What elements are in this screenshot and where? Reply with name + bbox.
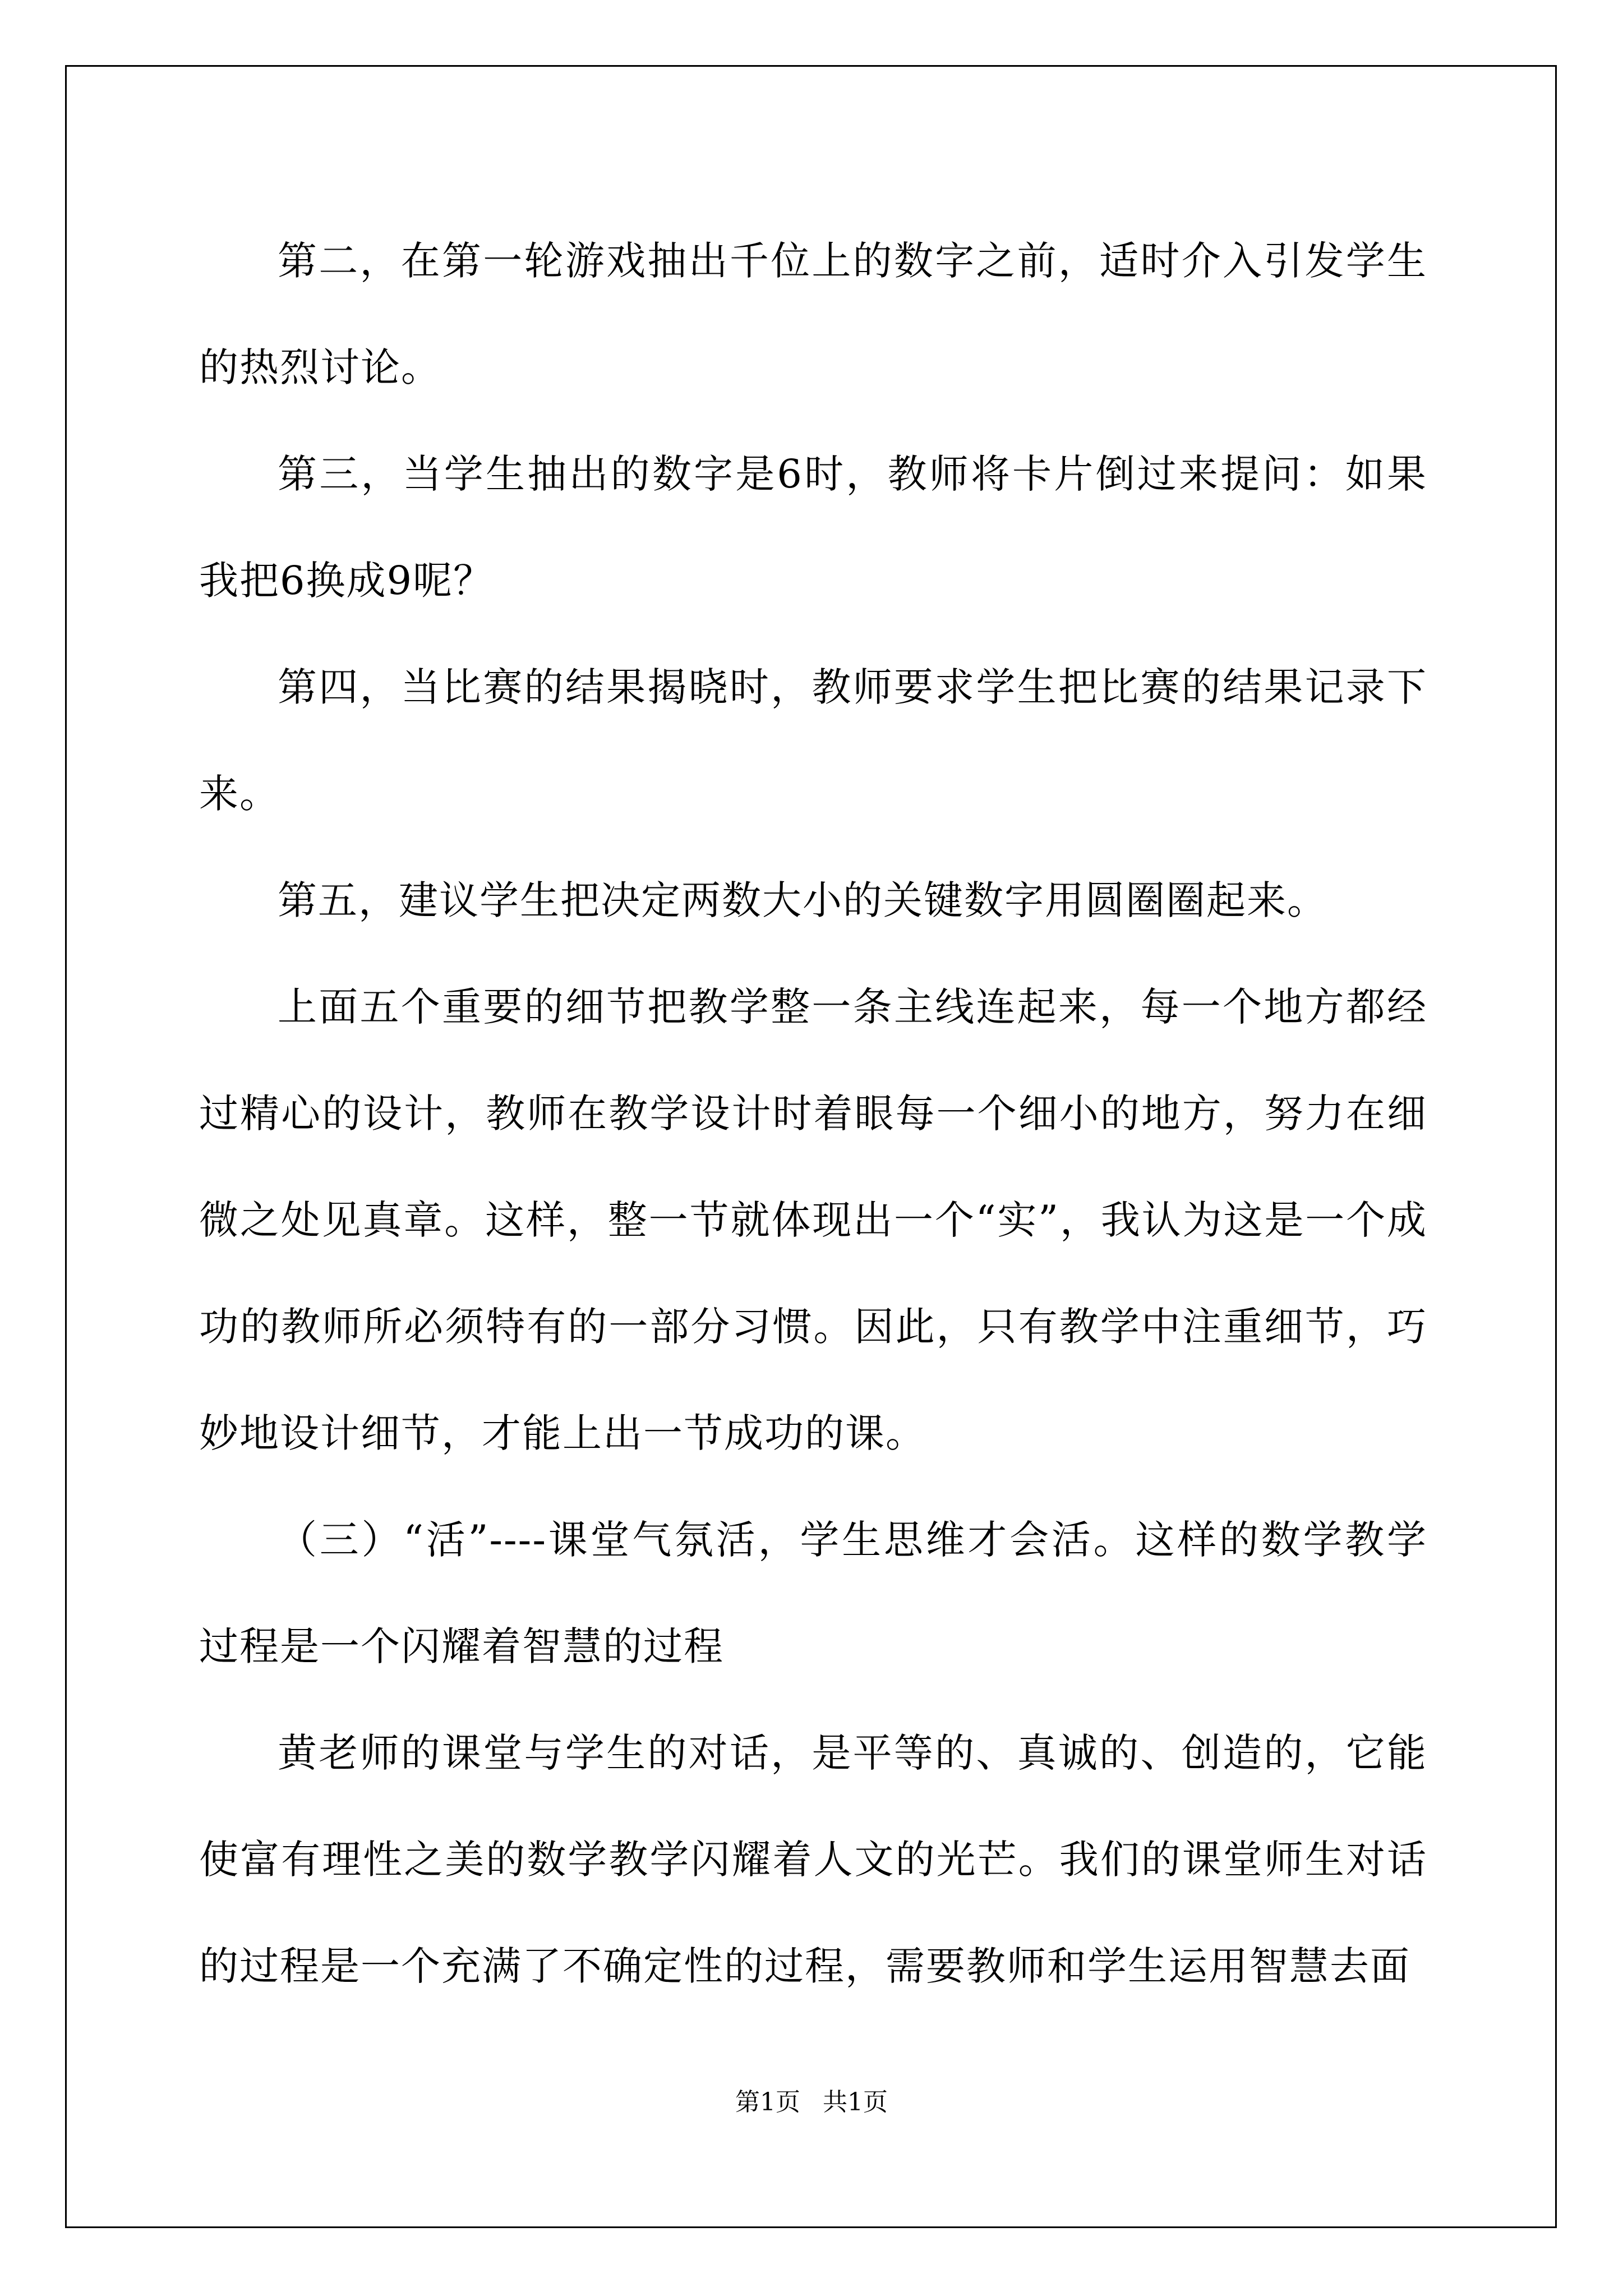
paragraph-fifth-point: 第五，建议学生把决定两数大小的关键数字用圆圈圈起来。 [278,877,1327,923]
document-body [199,208,1427,2019]
paragraph-dialogue: 黄老师的课堂与学生的对话，是平等的、真诚的、创造的，它能使富有理性之美的数学教学闪耀着人文的光芒。我们的课堂师生对话的过程是一个充满了不确定性的过程，需要教师和学生运用智慧去面 [199,1730,1427,1989]
paragraph-summary: 上面五个重要的细节把教学整一条主线连起来，每一个地方都经过精心的设计，教师在教学设计时着眼每一个细小的地方，努力在细微之处见真章。这样，整一节就体现出一个“实”，我认为这是一个成功的教师所必须特有的一部分习惯。因此，只有教学中注重细节，巧妙地设计细节，才能上出一节成功的课。 [199,984,1427,1456]
paragraph-second-point: 第二，在第一轮游戏抽出千位上的数字之前，适时介入引发学生的热烈讨论。 [199,238,1427,390]
page-total: 共1页 [823,2088,888,2116]
paragraph-fourth-point: 第四，当比赛的结果揭晓时，教师要求学生把比赛的结果记录下来。 [199,664,1427,817]
paragraph-third-point: 第三，当学生抽出的数字是6时，教师将卡片倒过来提问：如果我把6换成9呢？ [199,451,1427,604]
page-footer [0,2086,1623,2119]
paragraph-section-three-heading: （三）“活”----课堂气氛活，学生思维才会活。这样的数学教学过程是一个闪耀着智慧的过程 [199,1517,1427,1669]
page-number: 第1页 [735,2088,800,2116]
